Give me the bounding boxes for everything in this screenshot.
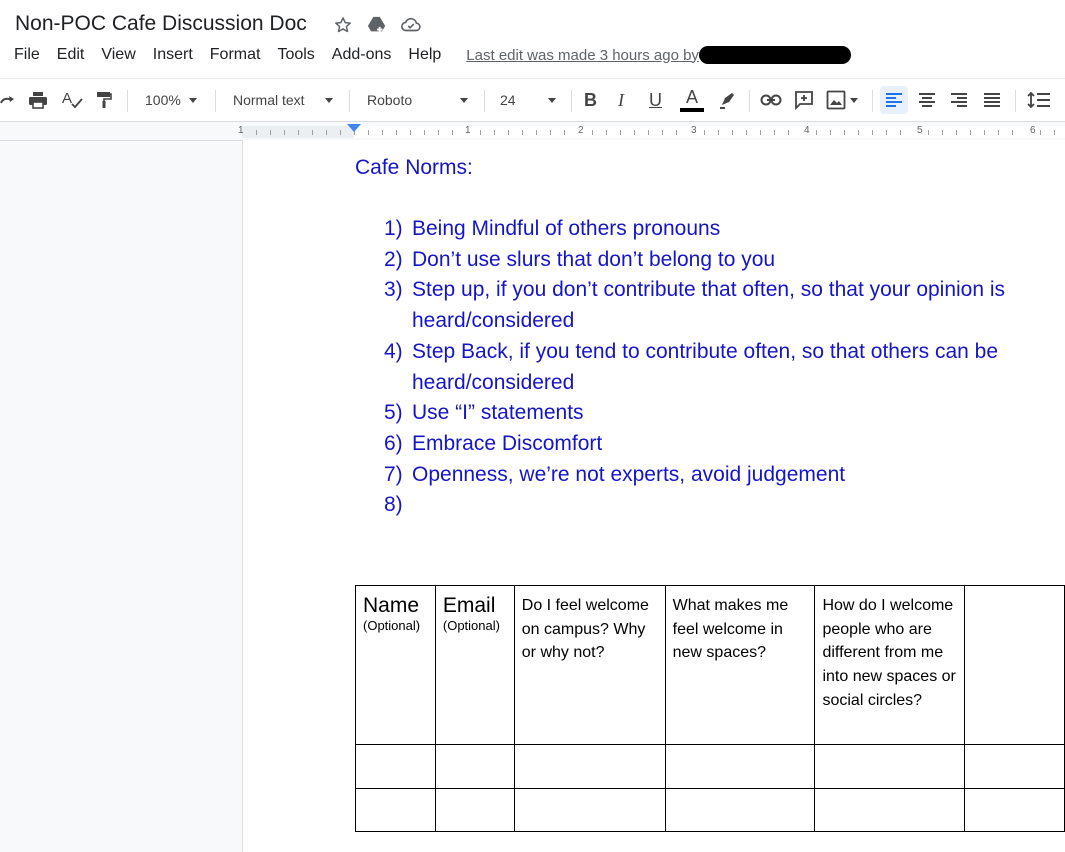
- ruler-tick: [312, 130, 313, 135]
- list-item[interactable]: [384, 245, 1054, 276]
- ruler-tick: [620, 130, 621, 135]
- ruler-tick: [816, 130, 817, 135]
- ruler-tick: [928, 130, 929, 135]
- ruler-tick: [494, 130, 495, 135]
- ruler-tick: [970, 130, 971, 135]
- underline-button[interactable]: U: [649, 89, 662, 110]
- title-bar: [0, 0, 1065, 78]
- ruler-tick: [956, 130, 957, 135]
- ruler-number: 4: [804, 125, 810, 136]
- norms-heading[interactable]: Cafe Norms:: [355, 156, 473, 179]
- email-header: Email: [442, 594, 496, 617]
- align-left-button[interactable]: [880, 86, 908, 114]
- list-number: 3): [384, 278, 403, 302]
- toolbar-divider: [1015, 90, 1016, 112]
- insert-comment-icon[interactable]: [794, 79, 814, 121]
- ruler-tick: [788, 130, 789, 135]
- table-header-row: [356, 586, 1065, 745]
- ruler-tick: [508, 130, 509, 135]
- text-color-swatch: [680, 108, 704, 112]
- ruler-tick: [830, 130, 831, 135]
- list-item[interactable]: [384, 275, 1054, 336]
- chevron-down-icon: [325, 98, 333, 103]
- ruler-tick: [844, 130, 845, 135]
- ruler-tick: [1054, 130, 1055, 135]
- list-item[interactable]: [384, 337, 1054, 398]
- ruler-tick: [340, 130, 341, 135]
- question-welcome-campus: Do I feel welcome on campus? Why or why not?: [521, 597, 649, 662]
- ruler-tick: [382, 130, 383, 135]
- indent-marker[interactable]: [347, 124, 361, 132]
- list-text: Being Mindful of others pronouns: [412, 217, 721, 240]
- ruler-tick: [676, 130, 677, 135]
- toolbar-divider: [749, 90, 750, 112]
- align-center-button[interactable]: [918, 79, 936, 121]
- menu-addons[interactable]: Add-ons: [331, 46, 392, 63]
- ruler-number: 2: [578, 125, 584, 136]
- list-item[interactable]: [384, 398, 1054, 429]
- redacted-name: [699, 46, 851, 64]
- ruler-tick: [564, 130, 565, 135]
- ruler-tick: [480, 130, 481, 135]
- chevron-down-icon: [850, 98, 858, 103]
- toolbar-divider: [215, 90, 216, 112]
- ruler-tick: [592, 130, 593, 135]
- list-item[interactable]: [384, 490, 1054, 521]
- table-cell[interactable]: [665, 745, 815, 789]
- question-welcome-spaces: What makes me feel welcome in new spaces?: [672, 597, 789, 662]
- table-cell[interactable]: [356, 789, 436, 832]
- table-cell[interactable]: [435, 745, 514, 789]
- title-icons: [331, 13, 423, 37]
- list-number: 6): [384, 431, 403, 455]
- menu-file[interactable]: File: [14, 46, 40, 63]
- ruler-tick: [634, 130, 635, 135]
- list-item[interactable]: [384, 429, 1054, 460]
- table-cell[interactable]: [514, 789, 665, 832]
- menu-edit[interactable]: Edit: [56, 46, 85, 63]
- line-spacing-icon[interactable]: [1027, 79, 1051, 121]
- table-row: [356, 745, 1065, 789]
- survey-table[interactable]: [355, 585, 1065, 832]
- list-text: Use “I” statements: [412, 401, 584, 425]
- list-item[interactable]: [384, 214, 1054, 245]
- ruler-text-area: [354, 126, 1065, 138]
- table-cell[interactable]: [665, 789, 815, 832]
- ruler-tick: [662, 130, 663, 135]
- table-cell[interactable]: [356, 745, 436, 789]
- table-cell-email[interactable]: [435, 586, 514, 745]
- list-number: 2): [384, 247, 403, 271]
- chevron-down-icon: [189, 98, 197, 103]
- menu-bar: [14, 46, 851, 64]
- table-cell-empty[interactable]: [965, 586, 1065, 745]
- last-edit-link[interactable]: Last edit was made 3 hours ago by: [466, 46, 699, 64]
- text-color-letter: A: [685, 87, 698, 107]
- toolbar-divider: [872, 90, 873, 112]
- ruler-number: 1: [238, 125, 244, 136]
- ruler-tick: [606, 130, 607, 135]
- chevron-down-icon: [460, 98, 468, 103]
- list-item[interactable]: [384, 460, 1054, 491]
- ruler-tick: [424, 130, 425, 135]
- table-cell[interactable]: [435, 789, 514, 832]
- cloud-status-icon[interactable]: [399, 13, 423, 37]
- font-value: Roboto: [367, 92, 413, 108]
- ruler-number: 6: [1030, 125, 1036, 136]
- zoom-value: 100%: [145, 92, 181, 108]
- menu-format[interactable]: Format: [209, 46, 261, 63]
- italic-button[interactable]: I: [618, 89, 624, 110]
- ruler-tick: [326, 130, 327, 135]
- ruler-number: 3: [691, 125, 697, 136]
- list-text: Step up, if you don’t contribute that often, so that your opinion is heard/considered: [412, 278, 1006, 333]
- list-text: Don’t use slurs that don’t belong to you: [412, 247, 776, 271]
- toolbar-divider: [484, 90, 485, 112]
- ruler-tick: [732, 130, 733, 135]
- font-select[interactable]: [367, 79, 468, 121]
- list-number: 5): [384, 401, 403, 425]
- spellcheck-icon[interactable]: [62, 79, 84, 121]
- justify-button[interactable]: [983, 79, 1001, 121]
- table-cell[interactable]: [514, 745, 665, 789]
- ruler-tick: [886, 130, 887, 135]
- norms-list[interactable]: [384, 214, 1054, 521]
- list-text: Openness, we’re not experts, avoid judgement: [412, 462, 846, 486]
- paint-format-icon[interactable]: [96, 79, 112, 121]
- list-number: 8): [384, 493, 403, 517]
- star-icon[interactable]: [331, 13, 355, 37]
- ruler-tick: [550, 130, 551, 135]
- chevron-down-icon: [548, 98, 556, 103]
- toolbar-divider: [571, 90, 572, 112]
- ruler-tick: [284, 130, 285, 135]
- ruler-tick: [256, 130, 257, 135]
- email-optional-note: (Optional): [442, 618, 500, 633]
- ruler-tick: [368, 130, 369, 135]
- ruler-tick: [270, 130, 271, 135]
- list-text: Embrace Discomfort: [412, 431, 603, 455]
- ruler-tick: [984, 130, 985, 135]
- list-number: 1): [384, 217, 403, 240]
- ruler-tick: [1040, 130, 1041, 135]
- ruler-tick: [718, 130, 719, 135]
- list-number: 7): [384, 462, 403, 486]
- table-cell-q3[interactable]: [815, 586, 965, 745]
- ruler-tick: [774, 130, 775, 135]
- ruler-tick: [438, 130, 439, 135]
- move-to-drive-icon[interactable]: [365, 13, 389, 37]
- menu-tools[interactable]: Tools: [277, 46, 315, 63]
- name-header: Name: [363, 594, 420, 617]
- ruler-number: 1: [465, 125, 471, 136]
- table-cell[interactable]: [965, 789, 1065, 832]
- table-row: [356, 789, 1065, 832]
- font-size-value: 24: [500, 92, 516, 108]
- style-select[interactable]: [233, 79, 333, 121]
- highlight-icon[interactable]: [718, 79, 736, 121]
- style-value: Normal text: [233, 92, 305, 108]
- ruler-tick: [704, 130, 705, 135]
- ruler-tick: [536, 130, 537, 135]
- table-cell-q1[interactable]: [514, 586, 665, 745]
- menu-view[interactable]: View: [101, 46, 136, 63]
- toolbar-divider: [349, 90, 350, 112]
- menu-help[interactable]: Help: [408, 46, 442, 63]
- name-optional-note: (Optional): [363, 618, 421, 633]
- bold-button[interactable]: B: [584, 89, 597, 110]
- ruler-tick: [858, 130, 859, 135]
- toolbar-divider: [127, 90, 128, 112]
- ruler-tick: [872, 130, 873, 135]
- print-icon[interactable]: [28, 79, 48, 121]
- ruler-tick: [746, 130, 747, 135]
- svg-text:A: A: [62, 90, 73, 107]
- ruler-tick: [1012, 130, 1013, 135]
- table-cell[interactable]: [965, 745, 1065, 789]
- zoom-select[interactable]: [145, 79, 197, 121]
- question-welcome-others: How do I welcome people who are different from me into new spaces or social circles?: [822, 597, 956, 709]
- table-cell-q2[interactable]: [665, 586, 815, 745]
- font-size-select[interactable]: [500, 79, 556, 121]
- text-color-button[interactable]: [680, 79, 704, 121]
- ruler-number: 5: [917, 125, 923, 136]
- ruler-tick: [760, 130, 761, 135]
- list-text: Step Back, if you tend to contribute often, so that others can be heard/considered: [412, 339, 999, 394]
- table-cell[interactable]: [815, 745, 965, 789]
- document-title[interactable]: Non-POC Cafe Discussion Doc: [15, 12, 307, 35]
- link-icon[interactable]: [760, 79, 782, 121]
- ruler[interactable]: [0, 122, 1065, 141]
- menu-insert[interactable]: Insert: [152, 46, 193, 63]
- ruler-tick: [648, 130, 649, 135]
- ruler-tick: [522, 130, 523, 135]
- table-cell-name[interactable]: [356, 586, 436, 745]
- insert-image-icon[interactable]: [826, 79, 858, 121]
- table-cell[interactable]: [815, 789, 965, 832]
- redo-icon[interactable]: [0, 79, 16, 121]
- ruler-tick: [900, 130, 901, 135]
- ruler-tick: [998, 130, 999, 135]
- ruler-tick: [942, 130, 943, 135]
- list-number: 4): [384, 339, 403, 363]
- ruler-tick: [410, 130, 411, 135]
- ruler-tick: [298, 130, 299, 135]
- ruler-tick: [396, 130, 397, 135]
- toolbar: [0, 78, 1065, 122]
- ruler-tick: [452, 130, 453, 135]
- align-right-button[interactable]: [950, 79, 968, 121]
